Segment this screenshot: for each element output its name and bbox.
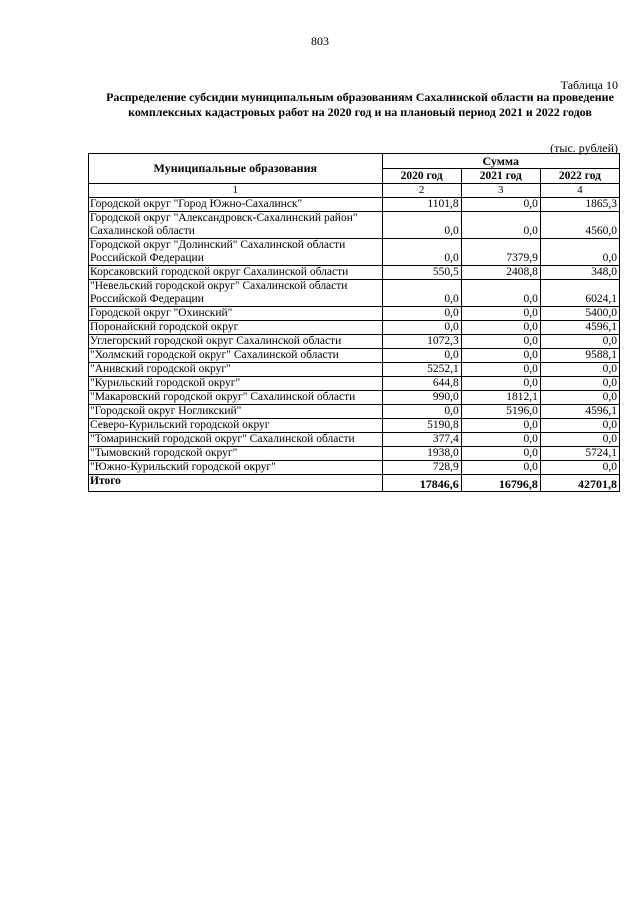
value-2021: 0,0: [461, 447, 540, 461]
value-2020: 5252,1: [382, 363, 461, 377]
value-2021: 0,0: [461, 461, 540, 475]
value-2022: 0,0: [540, 335, 619, 349]
value-2020: 990,0: [382, 391, 461, 405]
total-label: Итого: [89, 475, 383, 492]
value-2021: 0,0: [461, 198, 540, 212]
value-2022: 6024,1: [540, 280, 619, 307]
value-2022: 0,0: [540, 419, 619, 433]
value-2021: 0,0: [461, 419, 540, 433]
municipality-name: "Тымовский городской округ": [89, 447, 383, 461]
value-2020: 0,0: [382, 405, 461, 419]
value-2020: 644,8: [382, 377, 461, 391]
value-2021: 1812,1: [461, 391, 540, 405]
table-row: [89, 212, 620, 239]
value-2021: 0,0: [461, 363, 540, 377]
municipality-name: Городской округ "Охинский": [89, 307, 383, 321]
table-row: [89, 447, 620, 461]
municipality-name: "Анивский городской округ": [89, 363, 383, 377]
value-2021: 0,0: [461, 321, 540, 335]
table-row: [89, 198, 620, 212]
table-row: [89, 280, 620, 307]
value-2022: 0,0: [540, 433, 619, 447]
value-2022: 0,0: [540, 391, 619, 405]
table-row: [89, 239, 620, 266]
value-2021: 0,0: [461, 335, 540, 349]
page-number: 803: [311, 34, 329, 48]
document-title: Распределение субсидии муниципальным образованиям Сахалинской области на проведение комплексных кадастровых работ на 2020 год и на плановый период 2021 и 2022 годов: [106, 90, 614, 119]
municipality-name: Северо-Курильский городской округ: [89, 419, 383, 433]
value-2022: 5724,1: [540, 447, 619, 461]
column-number: 1: [89, 184, 383, 198]
value-2020: 1072,3: [382, 335, 461, 349]
table-row: [89, 363, 620, 377]
column-number: 3: [461, 184, 540, 198]
table-row: [89, 377, 620, 391]
header-year-2021: 2021 год: [461, 169, 540, 184]
municipality-name: Городской округ "Александровск-Сахалинский район" Сахалинской области: [89, 212, 383, 239]
municipality-name: "Невельский городской округ" Сахалинской области Российской Федерации: [89, 280, 383, 307]
value-2022: 0,0: [540, 377, 619, 391]
value-2021: 2408,8: [461, 266, 540, 280]
header-sum: Сумма: [382, 154, 619, 169]
table-row: [89, 433, 620, 447]
value-2020: 0,0: [382, 321, 461, 335]
table-row: [89, 266, 620, 280]
table-row: [89, 321, 620, 335]
value-2022: 348,0: [540, 266, 619, 280]
value-2020: 0,0: [382, 280, 461, 307]
value-2022: 0,0: [540, 461, 619, 475]
total-2022: 42701,8: [540, 475, 619, 492]
total-row: [89, 475, 620, 492]
value-2020: 550,5: [382, 266, 461, 280]
value-2021: 0,0: [461, 212, 540, 239]
value-2022: 4560,0: [540, 212, 619, 239]
header-municipalities: Муниципальные образования: [89, 154, 383, 184]
value-2021: 5196,0: [461, 405, 540, 419]
table-row: [89, 349, 620, 363]
value-2020: 0,0: [382, 307, 461, 321]
municipality-name: "Холмский городской округ" Сахалинской области: [89, 349, 383, 363]
table-row: [89, 307, 620, 321]
value-2021: 0,0: [461, 349, 540, 363]
value-2022: 5400,0: [540, 307, 619, 321]
total-2021: 16796,8: [461, 475, 540, 492]
column-number: 2: [382, 184, 461, 198]
municipality-name: "Курильский городской округ": [89, 377, 383, 391]
municipality-name: "Томаринский городской округ" Сахалинской области: [89, 433, 383, 447]
value-2020: 377,4: [382, 433, 461, 447]
value-2022: 0,0: [540, 239, 619, 266]
value-2021: 0,0: [461, 433, 540, 447]
value-2020: 0,0: [382, 212, 461, 239]
value-2022: 4596,1: [540, 405, 619, 419]
value-2020: 728,9: [382, 461, 461, 475]
municipality-name: Городской округ "Город Южно-Сахалинск": [89, 198, 383, 212]
column-number: 4: [540, 184, 619, 198]
value-2021: 0,0: [461, 307, 540, 321]
table-row: [89, 335, 620, 349]
value-2021: 0,0: [461, 280, 540, 307]
value-2020: 0,0: [382, 349, 461, 363]
municipality-name: Углегорский городской округ Сахалинской области: [89, 335, 383, 349]
table-label: Таблица 10: [560, 78, 618, 92]
municipality-name: Городской округ "Долинский" Сахалинской области Российской Федерации: [89, 239, 383, 266]
value-2022: 1865,3: [540, 198, 619, 212]
value-2022: 4596,1: [540, 321, 619, 335]
value-2021: 7379,9: [461, 239, 540, 266]
total-2020: 17846,6: [382, 475, 461, 492]
municipality-name: "Южно-Курильский городской округ": [89, 461, 383, 475]
municipality-name: "Макаровский городской округ" Сахалинской области: [89, 391, 383, 405]
subsidy-table: [88, 153, 620, 492]
units-note: (тыс. рублей): [550, 141, 618, 155]
value-2020: 0,0: [382, 239, 461, 266]
value-2020: 5190,8: [382, 419, 461, 433]
header-year-2020: 2020 год: [382, 169, 461, 184]
table-row: [89, 405, 620, 419]
header-year-2022: 2022 год: [540, 169, 619, 184]
value-2020: 1938,0: [382, 447, 461, 461]
municipality-name: Корсаковский городской округ Сахалинской области: [89, 266, 383, 280]
municipality-name: "Городской округ Ногликский": [89, 405, 383, 419]
table-row: [89, 419, 620, 433]
value-2022: 9588,1: [540, 349, 619, 363]
value-2022: 0,0: [540, 363, 619, 377]
table-row: [89, 461, 620, 475]
municipality-name: Поронайский городской округ: [89, 321, 383, 335]
value-2020: 1101,8: [382, 198, 461, 212]
value-2021: 0,0: [461, 377, 540, 391]
table-row: [89, 391, 620, 405]
